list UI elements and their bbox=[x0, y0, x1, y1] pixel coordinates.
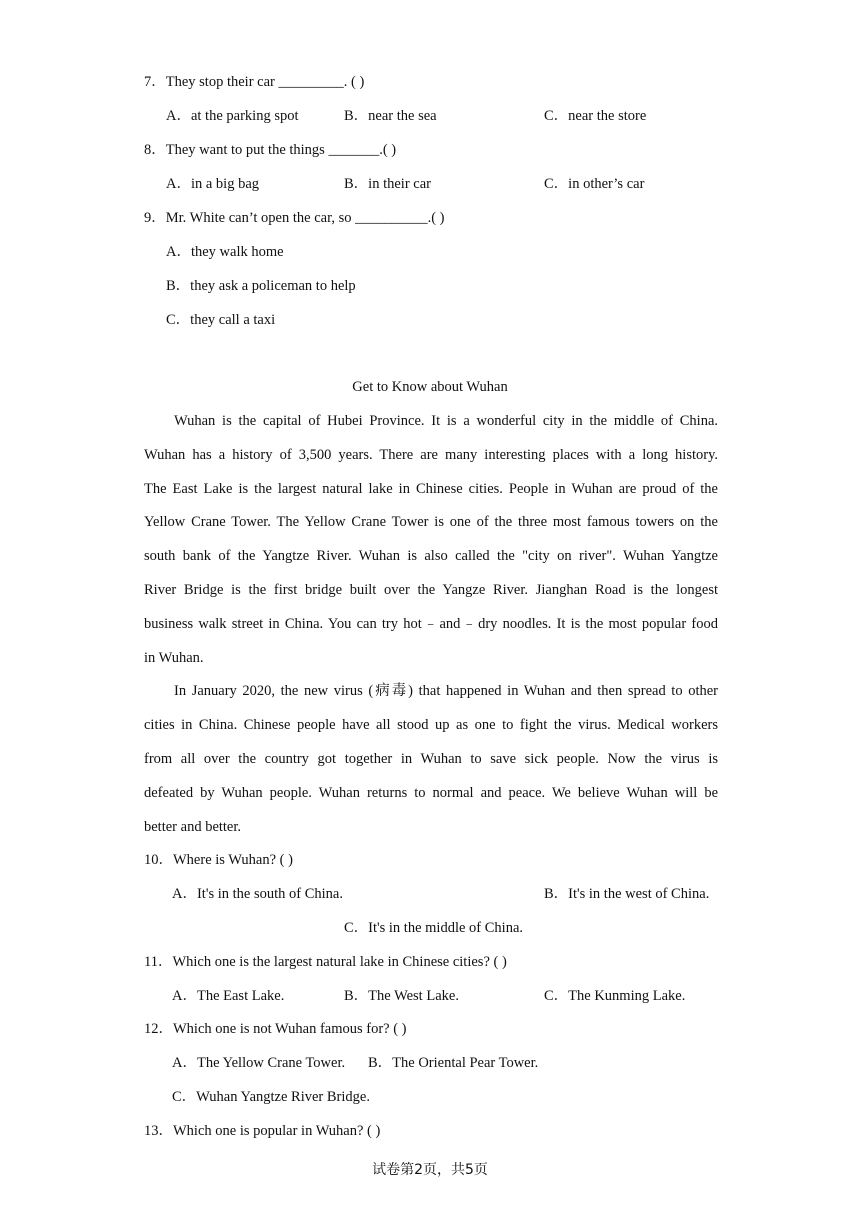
question-8-option-b[interactable]: B．in their car bbox=[344, 176, 431, 192]
question-10-option-a[interactable]: A．It's in the south of China. bbox=[172, 886, 343, 902]
question-7-option-a[interactable]: A．at the parking spot bbox=[166, 108, 299, 124]
passage-p1-line: River Bridge is the first bridge built over the Yangze River. Jianghan Road is the longest bbox=[144, 582, 718, 598]
question-11-stem: 11．Which one is the largest natural lake in Chinese cities? ( ) bbox=[144, 954, 507, 970]
question-11-option-b[interactable]: B．The West Lake. bbox=[344, 988, 459, 1004]
passage-p2-line: better and better. bbox=[144, 819, 242, 835]
page-footer: 试卷第2页，共5页 bbox=[372, 1162, 488, 1178]
passage-p1-line: Wuhan is the capital of Hubei Province. It is a wonderful city in the middle of China. bbox=[174, 413, 718, 429]
passage-p2-line: from all over the country got together in Wuhan to save sick people. Now the virus is bbox=[144, 751, 718, 767]
passage-p2-line: cities in China. Chinese people have all stood up as one to fight the virus. Medical workers bbox=[144, 717, 718, 733]
passage-p1-line: Yellow Crane Tower. The Yellow Crane Tower is one of the three most famous towers on the bbox=[144, 514, 718, 530]
passage-title: Get to Know about Wuhan bbox=[352, 379, 508, 395]
question-8-option-c[interactable]: C．in other’s car bbox=[544, 176, 645, 192]
question-13-stem: 13．Which one is popular in Wuhan? ( ) bbox=[144, 1123, 381, 1139]
question-10-option-c[interactable]: C．It's in the middle of China. bbox=[344, 920, 524, 936]
question-8-stem: 8．They want to put the things _______.( ) bbox=[144, 142, 397, 158]
passage-p1-line: The East Lake is the largest natural lake in Chinese cities. People in Wuhan are proud of the bbox=[144, 481, 718, 497]
passage-p1-line: south bank of the Yangtze River. Wuhan is also called the "city on river". Wuhan Yangtze bbox=[144, 548, 718, 564]
passage-p1-line: in Wuhan. bbox=[144, 650, 204, 666]
question-7-option-c[interactable]: C．near the store bbox=[544, 108, 647, 124]
question-11-option-a[interactable]: A．The East Lake. bbox=[172, 988, 285, 1004]
passage-p2-line: defeated by Wuhan people. Wuhan returns to normal and peace. We believe Wuhan will be bbox=[144, 785, 718, 801]
question-9-option-c[interactable]: C．they call a taxi bbox=[166, 312, 276, 328]
question-12-option-a[interactable]: A．The Yellow Crane Tower. bbox=[172, 1055, 346, 1071]
question-10-stem: 10．Where is Wuhan? ( ) bbox=[144, 852, 293, 868]
question-11-option-c[interactable]: C．The Kunming Lake. bbox=[544, 988, 686, 1004]
question-9-option-b[interactable]: B．they ask a policeman to help bbox=[166, 278, 356, 294]
question-9-stem: 9．Mr. White can’t open the car, so __________.( ) bbox=[144, 210, 445, 226]
question-9-option-a[interactable]: A．they walk home bbox=[166, 244, 284, 260]
passage-p1-line: Wuhan has a history of 3,500 years. There are many interesting places with a long history. bbox=[144, 447, 718, 463]
question-8-option-a[interactable]: A．in a big bag bbox=[166, 176, 260, 192]
question-10-option-b[interactable]: B．It's in the west of China. bbox=[544, 886, 710, 902]
question-12-option-b[interactable]: B．The Oriental Pear Tower. bbox=[368, 1055, 539, 1071]
passage-p2-line: In January 2020, the new virus (病毒) that happened in Wuhan and then spread to other bbox=[174, 683, 718, 699]
question-12-option-c[interactable]: C．Wuhan Yangtze River Bridge. bbox=[172, 1089, 370, 1105]
passage-p1-line: business walk street in China. You can try hot﹣and﹣dry noodles. It is the most popular food bbox=[144, 616, 718, 632]
question-7-stem: 7．They stop their car _________. ( ) bbox=[144, 74, 365, 90]
question-7-option-b[interactable]: B．near the sea bbox=[344, 108, 437, 124]
question-12-stem: 12．Which one is not Wuhan famous for? ( ) bbox=[144, 1021, 407, 1037]
